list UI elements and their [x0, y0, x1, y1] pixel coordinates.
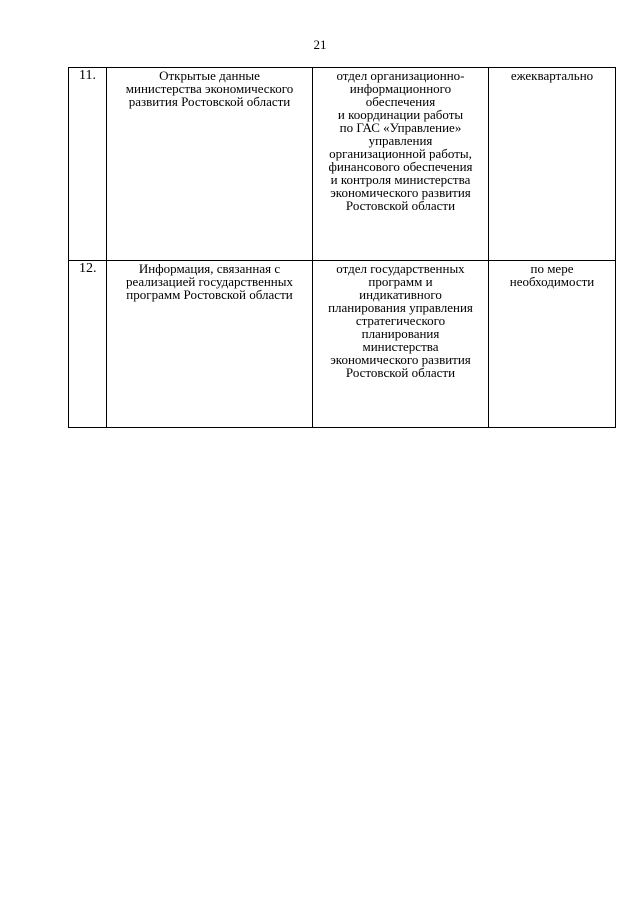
- table-row: [69, 261, 616, 428]
- responsible-department-cell: отдел организационно- информационного обеспечения и координации работы по ГАС «Управление» управления организационной работы, финансового обеспечения и контроля министерства экономического развития Ростовской области: [313, 68, 489, 261]
- data-table: [68, 67, 616, 428]
- row-number-cell: 12.: [69, 261, 107, 428]
- responsible-department-cell: отдел государственных программ и индикативного планирования управления стратегического планирования министерства экономического развития Ростовской области: [313, 261, 489, 428]
- dataset-name-cell: Открытые данные министерства экономического развития Ростовской области: [107, 68, 313, 261]
- dataset-name-cell: Информация, связанная с реализацией государственных программ Ростовской области: [107, 261, 313, 428]
- update-period-cell: ежеквартально: [489, 68, 616, 261]
- page-number: 21: [313, 37, 327, 52]
- row-number-cell: 11.: [69, 68, 107, 261]
- table-row: [69, 68, 616, 261]
- update-period-cell: по мере необходимости: [489, 261, 616, 428]
